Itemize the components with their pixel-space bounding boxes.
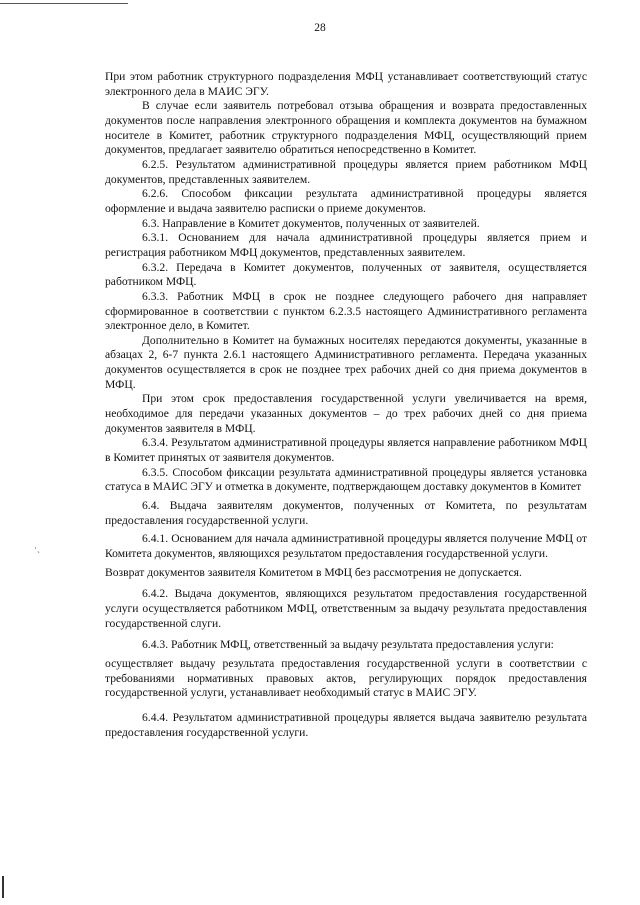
scan-speck: ·ˏ [34, 543, 40, 553]
paragraph-6-4-2: 6.4.2. Выдача документов, являющихся результатом предоставления государственной услуги осуществляется работником МФЦ, ответственным за выдачу результата предоставления государственной слуги. [105, 587, 587, 630]
document-body [105, 70, 587, 740]
paragraph-6-2-6: 6.2.6. Способом фиксации результата административной процедуры является оформление и выдача заявителю расписки о приеме документов. [105, 187, 587, 215]
paragraph-6-3-4: 6.3.4. Результатом административной процедуры является направление работником МФЦ в Комитет принятых от заявителя документов. [105, 436, 587, 465]
paragraph-6-4-1: 6.4.1. Основанием для начала административной процедуры является получение МФЦ от Комитета документов, являющихся результатом предоставления государственной услуги. [105, 532, 587, 560]
paragraph-6-3-1: 6.3.1. Основанием для начала административной процедуры является прием и регистрация работником МФЦ документов, представленных заявителем. [105, 231, 587, 259]
paragraph-return-not-allowed: Возврат документов заявителя Комитетом в МФЦ без рассмотрения не допускается. [105, 565, 522, 579]
paragraph-withdrawal: В случае если заявитель потребовал отзыва обращения и возврата предоставленных документов после направления электронного обращения и комплекта документов на бумажном носителе в Комитет, работник структурного подразделения МФЦ, осуществляющий прием документов, предлагает заявителю обратиться непосредственно в Комитет. [105, 99, 587, 157]
paragraph-6-2-5: 6.2.5. Результатом административной процедуры является прием работником МФЦ документов, представленных заявителем. [105, 157, 587, 186]
paragraph-issuer-duties: осуществляет выдачу результата предоставления государственной услуги в соответствии с требованиями нормативных правовых актов, регулирующих порядок предоставления государственной услуги, устанавливает необходимый статус в МАИС ЭГУ. [105, 656, 587, 700]
paragraph-6-3-2: 6.3.2. Передача в Комитет документов, полученных от заявителя, осуществляется работником МФЦ. [105, 260, 587, 289]
section-heading-6-4: 6.4. Выдача заявителям документов, полученных от Комитета, по результатам предоставления государственной услуги. [105, 499, 587, 527]
section-heading-6-3: 6.3. Направление в Комитет документов, полученных от заявителей. [142, 216, 480, 230]
paragraph-6-4-4: 6.4.4. Результатом административной процедуры является выдача заявителю результата предоставления государственной услуги. [105, 710, 587, 739]
paragraph-6-4-3: 6.4.3. Работник МФЦ, ответственный за выдачу результата предоставления услуги: [142, 638, 554, 652]
paragraph-status-note: При этом работник структурного подразделения МФЦ устанавливает соответствующий статус электронного дела в МАИС ЭГУ. [105, 70, 587, 98]
scan-edge-mark [2, 876, 4, 898]
paragraph-6-3-3: 6.3.3. Работник МФЦ в срок не позднее следующего рабочего дня направляет сформированное в соответствии с пунктом 6.2.3.5 настоящего Административного регламента электронное дело, в Комитет. [105, 289, 587, 333]
page-number: 28 [314, 22, 326, 34]
paragraph-additional-transfer: Дополнительно в Комитет на бумажных носителях передаются документы, указанные в абзацах 2, 6-7 пункта 2.6.1 настоящего Административного регламента. Передача указанных документов осуществляется в срок не позднее трех рабочих дней со дня приема документов в МФЦ. [105, 333, 587, 391]
paragraph-6-3-5: 6.3.5. Способом фиксации результата административной процедуры является установка статуса в МАИС ЭГУ и отметка в документе, подтверждающем доставку документов в Комитет [105, 465, 587, 494]
paragraph-term-extension: При этом срок предоставления государственной услуги увеличивается на время, необходимое для передачи указанных документов – до трех рабочих дней со дня приема документов заявителя в МФЦ. [105, 392, 587, 435]
scan-edge-line [0, 3, 128, 4]
